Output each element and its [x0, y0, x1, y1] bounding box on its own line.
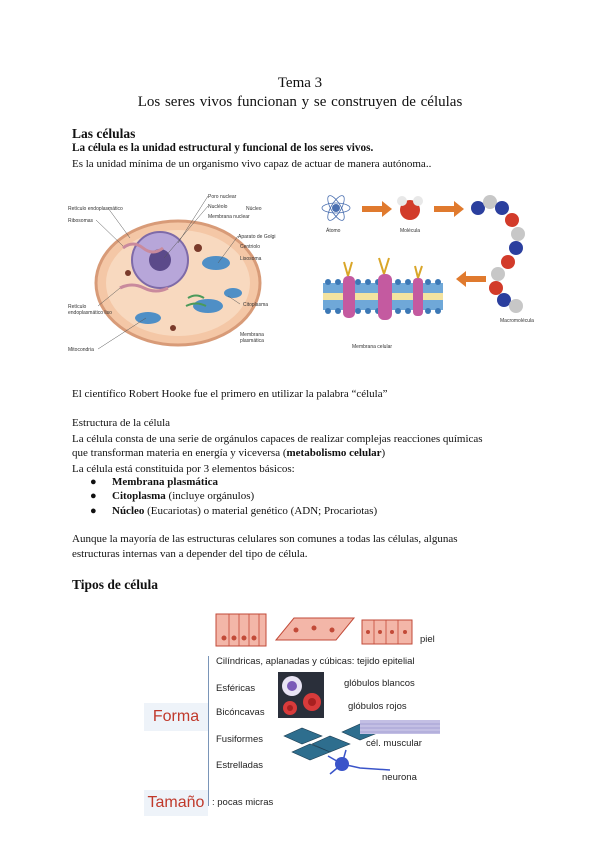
metabolismo-celular-term: metabolismo celular [286, 447, 382, 459]
tamano-label: Tamaño [144, 790, 208, 816]
bullet-detail: (Eucariotas) o material genético (ADN; Procariotas) [144, 505, 378, 517]
estructura-line-3: La célula está constituida por 3 elementos básicos: [72, 463, 295, 475]
svg-text:Membrana: Membrana [240, 332, 264, 338]
svg-text:Citoplasma: Citoplasma [243, 302, 269, 308]
estructura-line-2-start: que transforman materia en energía y viceversa ( [72, 447, 287, 459]
label-globulos-blancos: glóbulos blancos [344, 678, 415, 689]
muscle-and-neuron-illustration [282, 718, 452, 784]
svg-text:endoplasmático liso: endoplasmático liso [68, 310, 112, 316]
svg-text:Núcleo: Núcleo [246, 206, 262, 212]
forma-label: Forma [144, 703, 208, 731]
blood-cells-illustration [278, 672, 324, 718]
svg-text:Macromolécula: Macromolécula [500, 318, 534, 324]
aunque-line-1: Aunque la mayoría de las estructuras celulares son comunes a todas las células, algunas [72, 533, 458, 545]
bullet-dot-icon: ● [90, 476, 97, 488]
label-biconcavas: Bicóncavas [216, 707, 265, 718]
label-esfericas: Esféricas [216, 683, 256, 694]
section-heading-celulas: Las células [72, 126, 136, 141]
page-subtitle: Los seres vivos funcionan y se construyen de células [137, 94, 463, 110]
levels-of-organization-illustration [318, 188, 548, 360]
label-fusiformes: Fusiformes [216, 734, 263, 745]
estructura-line-1: La célula consta de una serie de orgánulos capaces de realizar complejas reacciones químicas [72, 433, 483, 445]
aunque-line-2: estructuras internas van a depender del tipo de célula. [72, 548, 308, 560]
svg-text:Mitocondria: Mitocondria [68, 347, 94, 353]
label-neurona: neurona [382, 772, 417, 783]
animal-cell-illustration [68, 188, 276, 358]
bullet-dot-icon: ● [90, 490, 97, 502]
svg-text:Centriolo: Centriolo [240, 244, 261, 250]
bullet-term: Membrana plasmática [112, 476, 219, 488]
bullet-term: Núcleo [112, 505, 145, 517]
bullet-term: Citoplasma [112, 490, 166, 502]
svg-text:Poro nuclear: Poro nuclear [208, 194, 237, 200]
definition-text: Es la unidad mínima de un organismo vivo capaz de actuar de manera autónoma.. [72, 158, 432, 170]
hooke-paragraph: El científico Robert Hooke fue el primero en utilizar la palabra “célula” [72, 388, 388, 400]
bullet-item [90, 505, 377, 517]
definition-bold: La célula es la unidad estructural y funcional de los seres vivos. [72, 142, 374, 154]
svg-text:Aparato de Golgi: Aparato de Golgi [238, 234, 276, 240]
label-cel-muscular: cél. muscular [366, 738, 422, 749]
page-title: Tema 3 [277, 75, 323, 91]
label-piel: piel [420, 634, 435, 645]
label-globulos-rojos: glóbulos rojos [348, 701, 407, 712]
svg-text:Lisosoma: Lisosoma [240, 256, 262, 262]
svg-text:Retículo: Retículo [68, 304, 87, 310]
estructura-heading: Estructura de la célula [72, 417, 171, 429]
diagram-divider [208, 656, 209, 806]
bullet-item [90, 490, 254, 502]
estructura-line-2 [72, 446, 385, 461]
svg-text:Átomo: Átomo [326, 228, 341, 234]
bullet-item [90, 476, 218, 488]
svg-text:Membrana nuclear: Membrana nuclear [208, 214, 250, 220]
svg-text:Nucléolo: Nucléolo [208, 204, 228, 210]
label-pocas-micras: : pocas micras [212, 797, 274, 808]
bullet-dot-icon: ● [90, 505, 97, 517]
svg-text:Ribosomas: Ribosomas [68, 218, 94, 224]
label-estrelladas: Estrelladas [216, 760, 263, 771]
bullet-detail: (incluye orgánulos) [165, 490, 255, 502]
svg-text:Membrana celular: Membrana celular [352, 344, 393, 350]
epithelial-tissue-illustration [214, 610, 414, 650]
label-cilindricas: Cilíndricas, aplanadas y cúbicas: tejido epitelial [216, 656, 415, 667]
svg-text:Retículo endoplasmático: Retículo endoplasmático [68, 206, 123, 212]
svg-text:Molécula: Molécula [400, 228, 421, 234]
svg-text:plasmática: plasmática [240, 338, 264, 344]
section-heading-tipos: Tipos de célula [72, 577, 159, 592]
estructura-line-2-end: ) [381, 447, 386, 459]
